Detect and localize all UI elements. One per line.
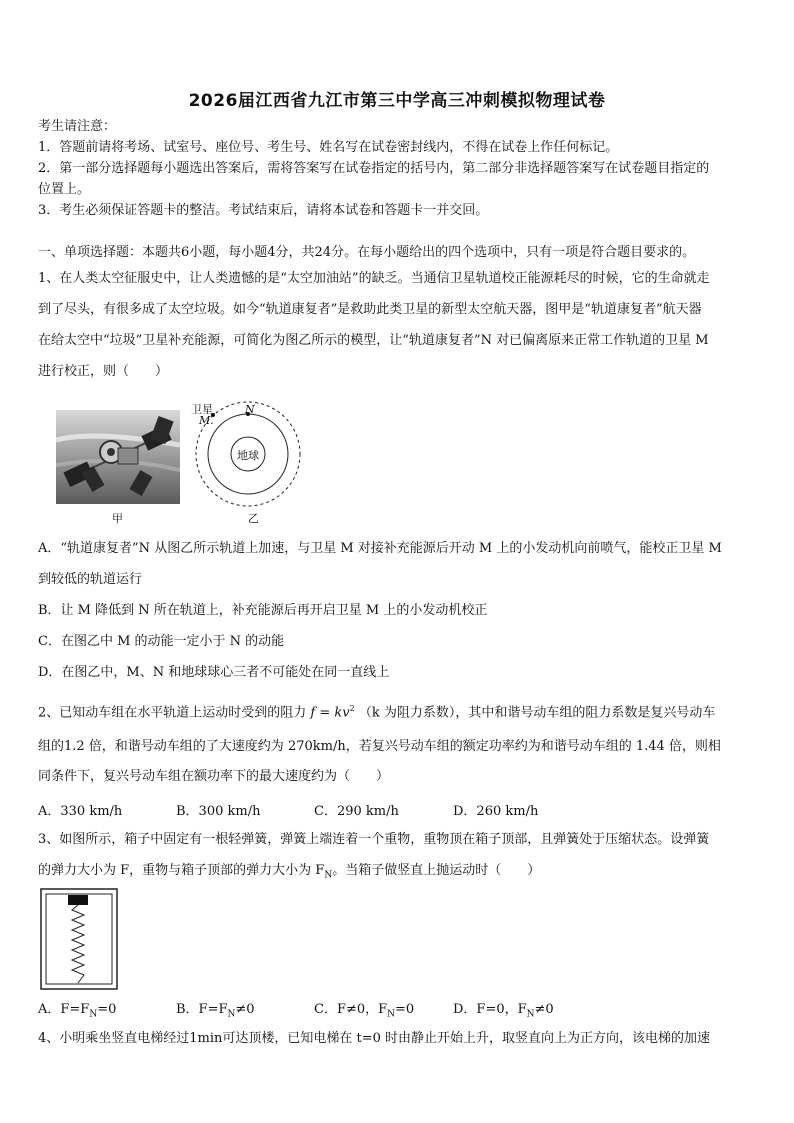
q3-option-c: C．F≠0，$F_N=0$ bbox=[314, 1002, 415, 1020]
spring-box-diagram bbox=[40, 888, 118, 990]
notice-item: 1．答题前请将考场、试室号、座位号、考生号、姓名写在试卷密封线内，不得在试卷上作任何标记。 bbox=[38, 140, 619, 155]
notice-item: 位置上。 bbox=[38, 182, 91, 197]
m-label: M. bbox=[199, 414, 214, 427]
q2-line1 bbox=[38, 700, 760, 722]
q2-formula: f = kv bbox=[310, 705, 350, 721]
q1-text: 在给太空中“垃圾”卫星补充能源，可简化为图乙所示的模型，让“轨道康复者”N 对已偏离原来正常工作轨道的卫星 M bbox=[38, 333, 709, 348]
q2-text: （k 为阻力系数），其中和谐号动车组的阻力系数是复兴号动车 bbox=[358, 705, 716, 721]
earth-label: 地球 bbox=[237, 449, 259, 462]
q1-option-a-cont: 到较低的轨道运行 bbox=[38, 572, 143, 587]
q1-option-b: B．让 M 降低到 N 所在轨道上，补充能源后再开启卫星 M 上的小发动机校正 bbox=[38, 603, 488, 618]
q1-text: 1、在人类太空征服史中，让人类遗憾的是“太空加油站”的缺乏。当通信卫星轨道校正能源耗尽的时候，它的生命就走 bbox=[38, 271, 710, 286]
q1-option-c: C．在图乙中 M 的动能一定小于 N 的动能 bbox=[38, 634, 285, 649]
q1-option-a: A．“轨道康复者”N 从图乙所示轨道上加速，与卫星 M 对接补充能源后开动 M 上的小发动机向前喷气，能校正卫星 M bbox=[38, 541, 722, 556]
spacecraft-photo bbox=[56, 410, 180, 504]
q2-option-c: C．290 km/h bbox=[314, 804, 399, 819]
n-label: N bbox=[245, 403, 255, 416]
q3-text: 。当箱子做竖直上抛运动时（ ） bbox=[332, 863, 541, 878]
page-title: 2026届江西省九江市第三中学高三冲刺模拟物理试卷 bbox=[188, 91, 606, 111]
q4-line1: 4、小明乘坐竖直电梯经过1min可达顶楼，已知电梯在 t=0 时由静止开始上升，取竖直向上为正方向，该电梯的加速 bbox=[38, 1031, 711, 1046]
q2-formula-exp: 2 bbox=[349, 704, 355, 713]
figure-label-yi: 乙 bbox=[248, 512, 259, 525]
q3-option-d: D．F=0，$F_N\ne 0$ bbox=[453, 1002, 554, 1020]
notice-heading: 考生请注意： bbox=[38, 119, 117, 134]
q1-text: 进行校正，则（ ） bbox=[38, 364, 169, 379]
q2-option-d: D．260 km/h bbox=[453, 804, 539, 819]
q2-text: 2、已知动车组在水平轨道上运动时受到的阻力 bbox=[38, 705, 307, 721]
q2-option-b: B．300 km/h bbox=[176, 804, 261, 819]
q1-text: 到了尽头，有很多成了太空垃圾。如今“轨道康复者”是救助此类卫星的新型太空航天器，图甲是“轨道康复者”航天器 bbox=[38, 302, 702, 317]
q2-line3: 同条件下，复兴号动车组在额功率下的最大速度约为（ ） bbox=[38, 769, 390, 784]
q2-line2: 组的1.2 倍，和谐号动车组的了大速度约为 270km/h，若复兴号动车组的额定功率约为和谐号动车组的 1.44 倍，则相 bbox=[38, 739, 721, 754]
q3-text: 的弹力大小为 F，重物与箱子顶部的弹力大小为 F bbox=[38, 863, 325, 878]
q3-option-b: B．$F=F_N\ne 0$ bbox=[176, 1002, 255, 1020]
q3-sub: N bbox=[324, 870, 333, 881]
notice-item: 3．考生必须保证答题卡的整洁。考试结束后，请将本试卷和答题卡一并交回。 bbox=[38, 203, 489, 218]
satellite-label: 卫星 bbox=[191, 403, 213, 416]
q3-line2 bbox=[38, 862, 760, 885]
q2-option-a: A．330 km/h bbox=[38, 804, 123, 819]
q3-line1: 3、如图所示，箱子中固定有一根轻弹簧，弹簧上端连着一个重物，重物顶在箱子顶部，且弹簧处于压缩状态。设弹簧 bbox=[38, 832, 710, 847]
q3-option-a: A．$F=F_N=0$ bbox=[38, 1002, 117, 1020]
figure-label-jia: 甲 bbox=[112, 512, 123, 525]
notice-item: 2．第一部分选择题每小题选出答案后，需将答案写在试卷指定的括号内，第二部分非选择题答案写在试卷题目指定的 bbox=[38, 161, 710, 176]
q1-option-d: D．在图乙中，M、N 和地球球心三者不可能处在同一直线上 bbox=[38, 665, 390, 680]
section-heading: 一、单项选择题：本题共6小题，每小题4分，共24分。在每小题给出的四个选项中，只有一项是符合题目要求的。 bbox=[38, 245, 696, 260]
